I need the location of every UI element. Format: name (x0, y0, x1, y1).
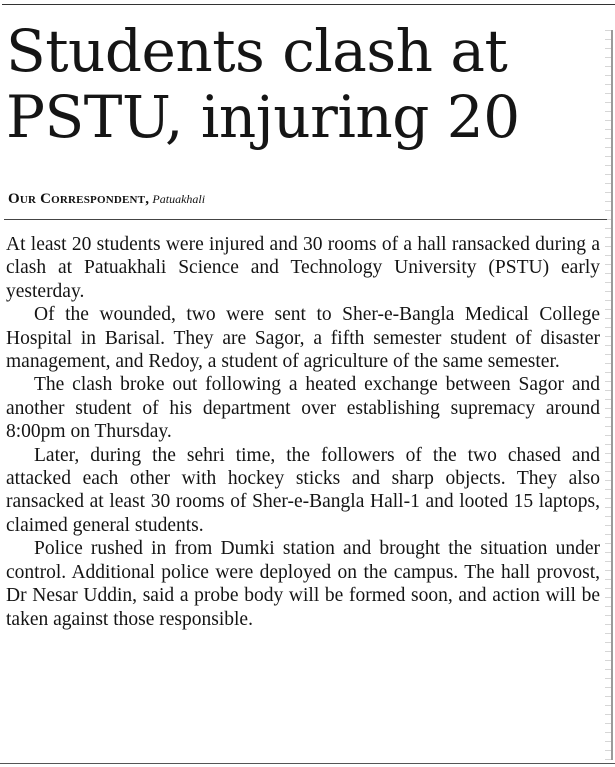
article-paragraph: Police rushed in from Dumki station and brought the situation under control. Additional police were deployed on the campus. The hall provost, Dr Nesar Uddin, said a probe body will be formed soon, and action will be taken against those responsible. (6, 538, 600, 630)
bottom-border-rule (0, 763, 615, 764)
article-headline: Students clash at PSTU, injuring 20 (6, 17, 520, 151)
article-paragraph: Of the wounded, two were sent to Sher-e-Bangla Medical College Hospital in Barisal. They are Sagor, a fifth semester student of disaster management, and Redoy, a student of agriculture of the same semester. (6, 304, 600, 373)
article-paragraph: At least 20 students were injured and 30 rooms of a hall ransacked during a clash at Patuakhali Science and Technology University (PSTU) early yesterday. (6, 234, 600, 302)
byline-divider (4, 219, 607, 220)
top-border-rule (2, 4, 615, 5)
byline-author: Our Correspondent, (8, 191, 150, 207)
byline-location: Patuakhali (152, 192, 206, 206)
article-paragraph: Later, during the sehri time, the followers of the two chased and attacked each other with hockey sticks and sharp objects. They also ransacked at least 30 rooms of Sher-e-Bangla Hall-1 and looted 15 laptops, claimed general students. (6, 444, 600, 536)
right-border-rule (611, 30, 613, 760)
article-byline (8, 191, 205, 207)
article-body (6, 233, 600, 631)
article-paragraph: The clash broke out following a heated exchange between Sagor and another student of his department over establishing supremacy around 8:00pm on Thursday. (6, 374, 600, 443)
